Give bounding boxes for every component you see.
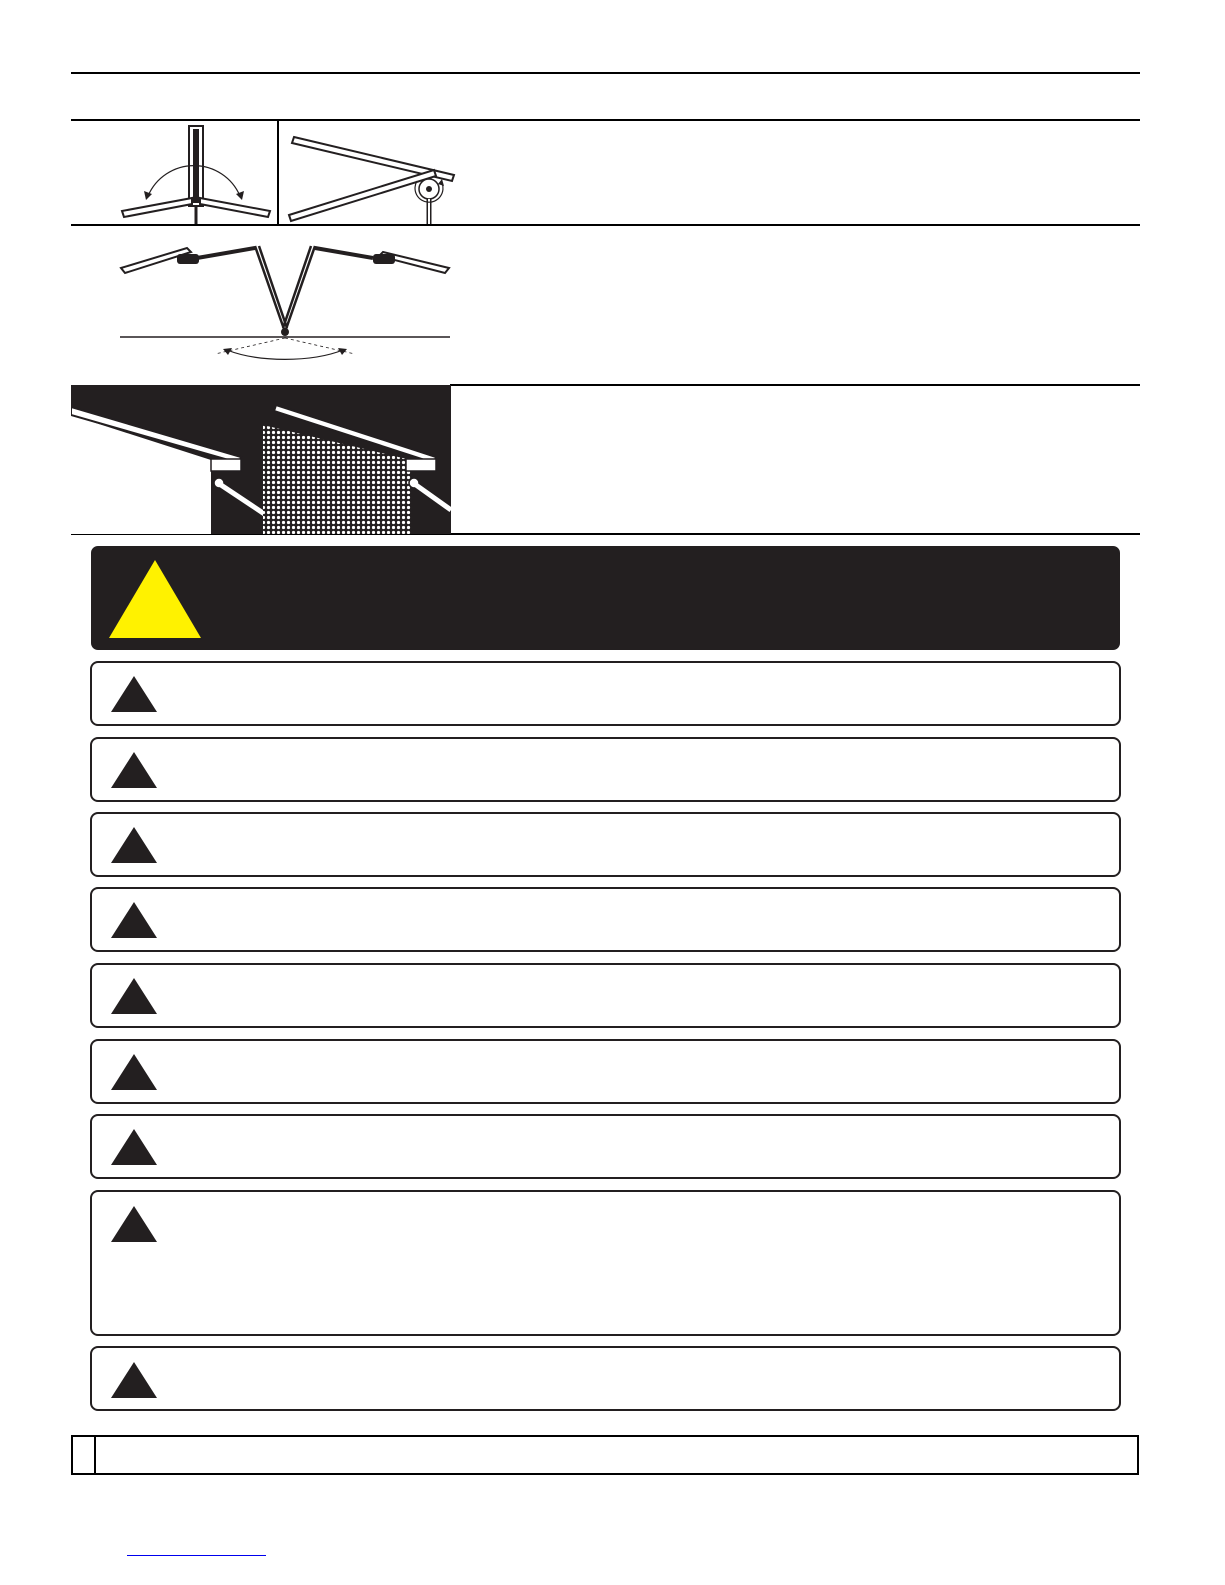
section-rule-2 [71, 224, 1140, 226]
note-box-2 [90, 737, 1121, 802]
note-box-5 [90, 963, 1121, 1028]
note-box-6 [90, 1039, 1121, 1104]
warning-banner [91, 546, 1120, 650]
figure-rotation-front [100, 121, 277, 224]
warning-triangle-icon [110, 1205, 158, 1243]
note-box-9 [90, 1346, 1121, 1411]
warning-triangle-icon [110, 675, 158, 713]
note-box-7 [90, 1114, 1121, 1179]
warning-triangle-icon [110, 901, 158, 939]
warning-triangle-icon [110, 1053, 158, 1091]
note-box-8 [90, 1190, 1121, 1336]
warning-triangle-icon [110, 1128, 158, 1166]
section-rule-3 [450, 384, 1140, 386]
note-box-4 [90, 887, 1121, 952]
warning-triangle-icon [110, 977, 158, 1015]
warning-triangle-icon [110, 1361, 158, 1399]
figure-double-arm-swivel [115, 236, 455, 376]
figure-rotation-side [284, 127, 464, 224]
page-number-cell [73, 1437, 96, 1473]
hyperlink-underline[interactable] [127, 1555, 266, 1556]
swivel-arc-icon [215, 338, 355, 359]
top-rule [71, 72, 1140, 74]
warning-triangle-icon [110, 826, 158, 864]
figure-arm-positions [71, 385, 451, 534]
footer-bar [71, 1435, 1139, 1475]
warning-triangle-icon [110, 751, 158, 789]
note-box-1 [90, 661, 1121, 726]
note-box-3 [90, 812, 1121, 877]
warning-triangle-icon [107, 558, 203, 640]
figure-divider [277, 120, 279, 224]
